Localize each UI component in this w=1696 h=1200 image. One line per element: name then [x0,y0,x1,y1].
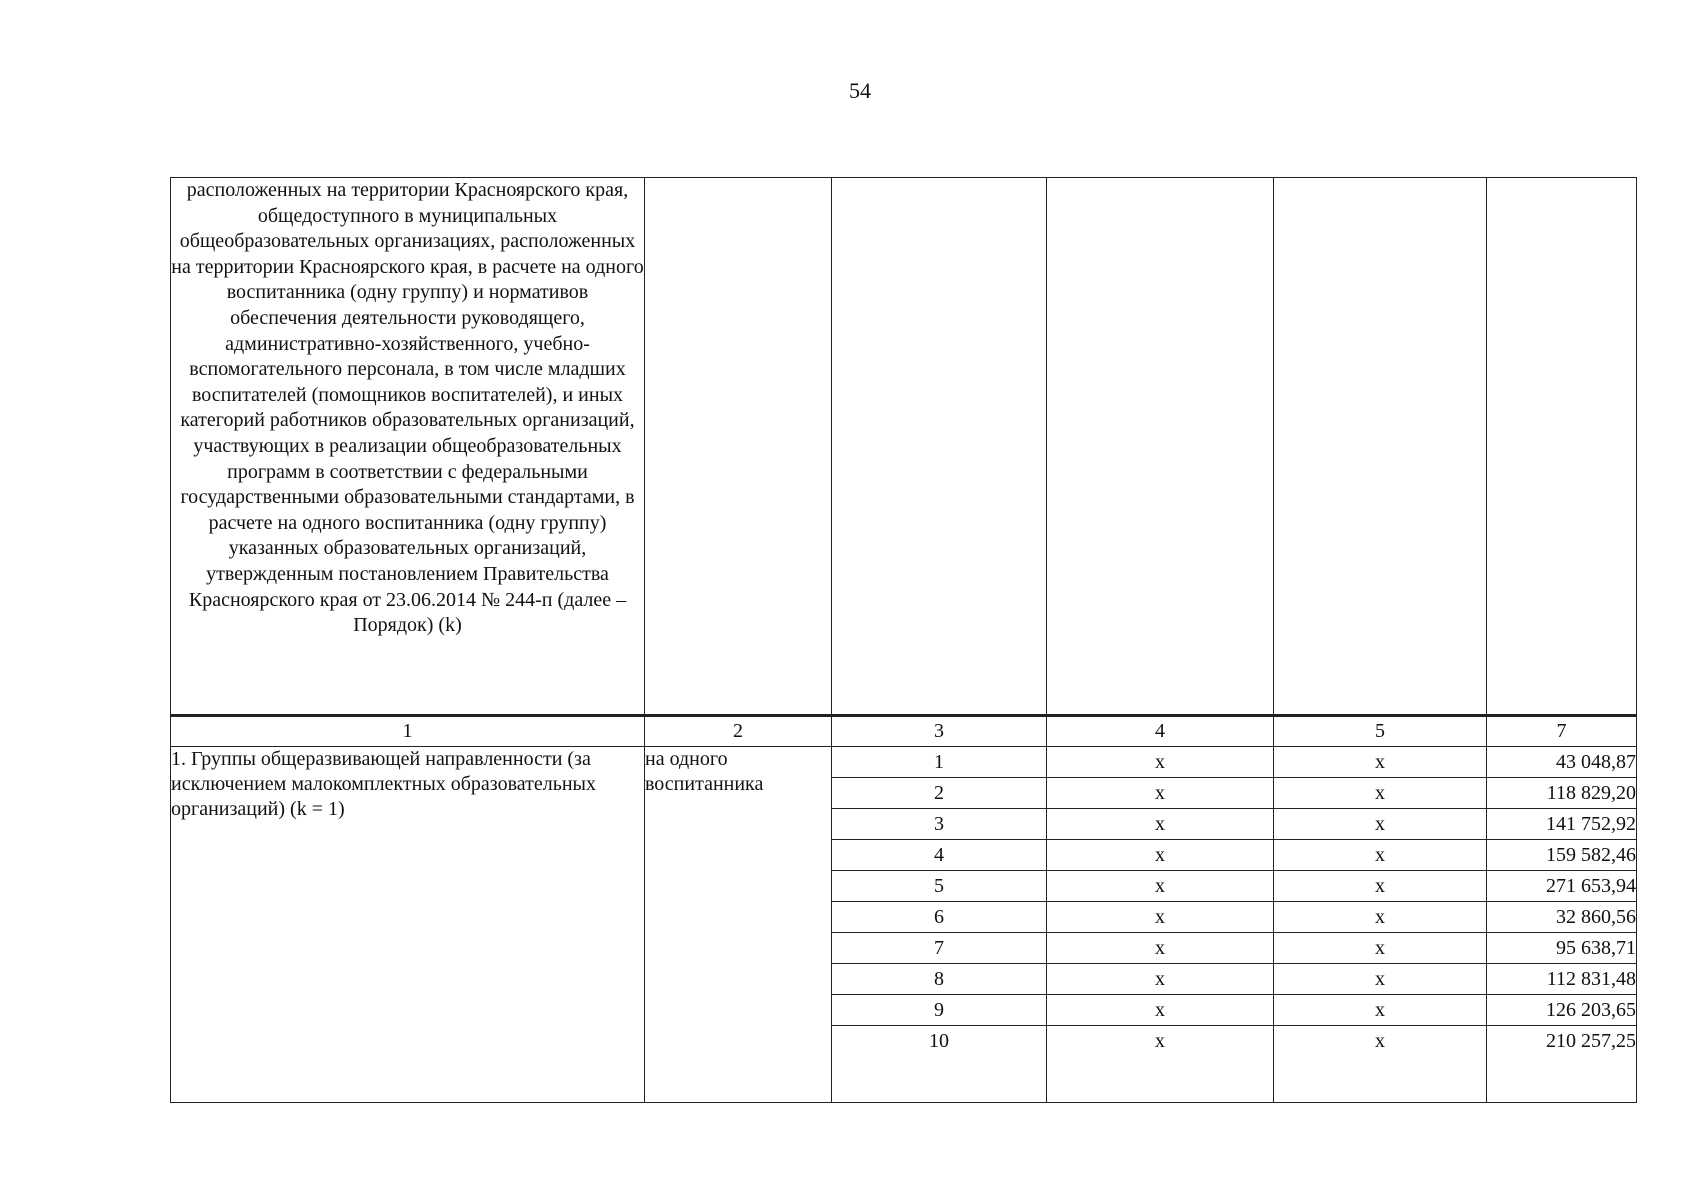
header-empty-cell [832,178,1047,716]
cell-col4: x [1047,747,1274,778]
cell-col5: x [1274,995,1487,1026]
norms-table [170,177,1637,1103]
cell-value: 210 257,25 [1487,1026,1637,1103]
header-empty-cell [1487,178,1637,716]
row-number: 10 [832,1026,1047,1103]
column-number: 3 [832,716,1047,747]
cell-col4: x [1047,778,1274,809]
cell-col4: x [1047,809,1274,840]
cell-value: 159 582,46 [1487,840,1637,871]
unit-label: на одного воспитанника [645,747,832,1103]
cell-col4: x [1047,871,1274,902]
row-number: 5 [832,871,1047,902]
row-number: 6 [832,902,1047,933]
header-description: расположенных на территории Красноярского края, общедоступного в муниципальных общеобразовательных организациях, расположенных на территории Красноярского края, в расчете на одного воспитанника (одну группу) и нормативов обеспечения деятельности руководящего, административно-хозяйственного, учебно-вспомогательного персонала, в том числе младших воспитателей (помощников воспитателей), и иных категорий работников образовательных организаций, участвующих в реализации общеобразовательных программ в соответствии с федеральными государственными образовательными стандартами, в расчете на одного воспитанника (одну группу) указанных образовательных организаций, утвержденным постановлением Правительства Красноярского края от 23.06.2014 № 244-п (далее – Порядок) (k) [171,178,645,716]
cell-col5: x [1274,902,1487,933]
table-header-row [171,178,1637,716]
row-number: 2 [832,778,1047,809]
cell-value: 141 752,92 [1487,809,1637,840]
column-number: 2 [645,716,832,747]
column-number: 4 [1047,716,1274,747]
column-number: 5 [1274,716,1487,747]
row-number: 4 [832,840,1047,871]
cell-col5: x [1274,840,1487,871]
cell-col5: x [1274,1026,1487,1103]
row-number: 7 [832,933,1047,964]
cell-col4: x [1047,1026,1274,1103]
cell-col4: x [1047,995,1274,1026]
header-empty-cell [645,178,832,716]
row-number: 9 [832,995,1047,1026]
cell-col5: x [1274,933,1487,964]
column-number: 7 [1487,716,1637,747]
cell-col4: x [1047,964,1274,995]
row-number: 1 [832,747,1047,778]
row-number: 3 [832,809,1047,840]
header-empty-cell [1274,178,1487,716]
row-number: 8 [832,964,1047,995]
header-empty-cell [1047,178,1274,716]
cell-value: 271 653,94 [1487,871,1637,902]
group-label: 1. Группы общеразвивающей направленности (за исключением малокомплектных образовательных организаций) (k = 1) [171,747,645,1103]
cell-col5: x [1274,809,1487,840]
column-number: 1 [171,716,645,747]
page-number: 54 [849,78,871,103]
cell-col5: x [1274,964,1487,995]
cell-col4: x [1047,933,1274,964]
cell-value: 95 638,71 [1487,933,1637,964]
cell-col4: x [1047,840,1274,871]
cell-value: 112 831,48 [1487,964,1637,995]
cell-col4: x [1047,902,1274,933]
cell-col5: x [1274,871,1487,902]
cell-value: 43 048,87 [1487,747,1637,778]
cell-value: 126 203,65 [1487,995,1637,1026]
table-row [171,747,1637,778]
cell-col5: x [1274,747,1487,778]
column-number-row [171,716,1637,747]
cell-col5: x [1274,778,1487,809]
cell-value: 118 829,20 [1487,778,1637,809]
cell-value: 32 860,56 [1487,902,1637,933]
